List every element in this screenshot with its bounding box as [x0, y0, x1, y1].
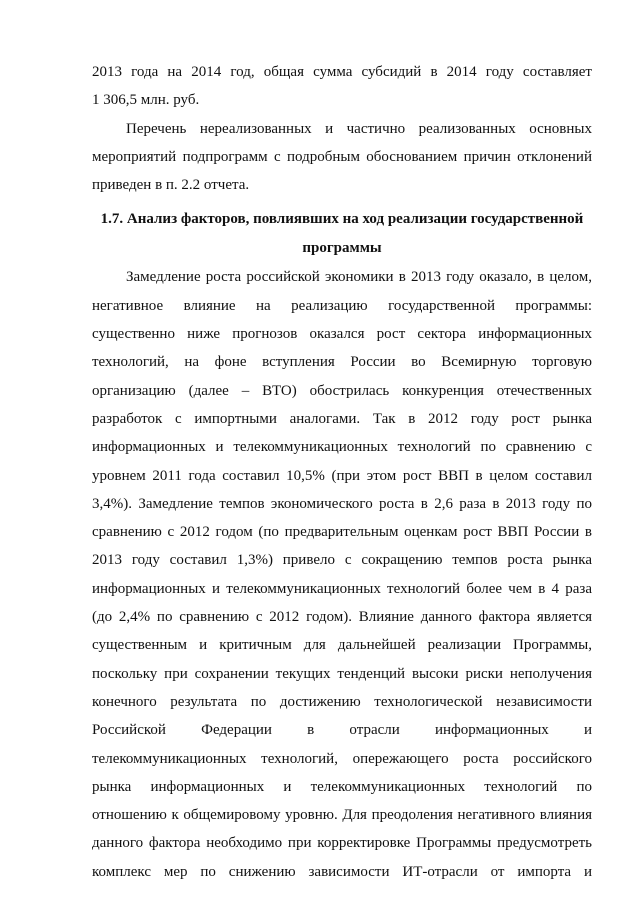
text-line: (до 2,4% по сравнению с 2012 годом). Влияние данного фактора является	[92, 609, 592, 626]
paragraph-unrealized-measures	[92, 115, 592, 200]
text-line: приведен в п. 2.2 отчета.	[92, 177, 250, 194]
text-line: сравнению с 2012 годом (по предварительным оценкам рост ВВП России в	[92, 524, 592, 541]
text-line: телекоммуникационных технологий, опережающего роста российского	[92, 750, 592, 767]
text-line: организацию (далее – ВТО) обострилась конкуренция отечественных	[92, 382, 592, 399]
text-line: Замедление роста российской экономики в 2013 году оказало, в целом,	[126, 269, 592, 286]
text-line: негативное влияние на реализацию государственной программы:	[92, 297, 592, 314]
section-heading	[92, 205, 592, 263]
document-page	[92, 58, 592, 886]
heading-line: программы	[302, 240, 382, 257]
text-line: Российской Федерации в отрасли информационных и	[92, 722, 592, 739]
text-line: существенно ниже прогнозов оказался рост сектора информационных	[92, 326, 592, 343]
text-line: рынка информационных и телекоммуникационных технологий по	[92, 778, 592, 795]
text-line: информационных и телекоммуникационных технологий более чем в 4 раза	[92, 580, 592, 597]
text-line: существенным и критичным для дальнейшей реализации Программы,	[92, 637, 592, 654]
text-line: разработок с импортными аналогами. Так в 2012 году рост рынка	[92, 410, 592, 427]
text-line: поскольку при сохранении текущих тенденций высоки риски неполучения	[92, 665, 592, 682]
text-line: информационных и телекоммуникационных технологий по сравнению с	[92, 439, 592, 456]
text-line: отношению к общемировому уровню. Для преодоления негативного влияния	[92, 807, 592, 824]
text-line: мероприятий подпрограмм с подробным обоснованием причин отклонений	[92, 148, 592, 165]
paragraph-subsidies	[92, 58, 592, 115]
text-line: 3,4%). Замедление темпов экономического роста в 2,6 раза в 2013 году по	[92, 495, 592, 512]
text-line: 2013 года на 2014 год, общая сумма субсидий в 2014 году составляет	[92, 64, 592, 80]
text-line: 2013 году составил 1,3%) привело с сокращению темпов роста рынка	[92, 552, 592, 569]
text-line: данного фактора необходимо при корректировке Программы предусмотреть	[92, 835, 592, 852]
text-line: уровнем 2011 года составил 10,5% (при этом рост ВВП в целом составил	[92, 467, 592, 484]
text-line: конечного результата по достижению технологической независимости	[92, 693, 592, 710]
paragraph-factor-analysis	[92, 263, 592, 886]
text-line: Перечень нереализованных и частично реализованных основных	[126, 120, 592, 137]
text-line: 1 306,5 млн. руб.	[92, 92, 200, 109]
text-line: комплекс мер по снижению зависимости ИТ-отрасли от импорта и	[92, 863, 592, 880]
text-line: технологий, на фоне вступления России во Всемирную торговую	[92, 354, 592, 371]
heading-line: 1.7. Анализ факторов, повлиявших на ход реализации государственной	[100, 211, 584, 228]
